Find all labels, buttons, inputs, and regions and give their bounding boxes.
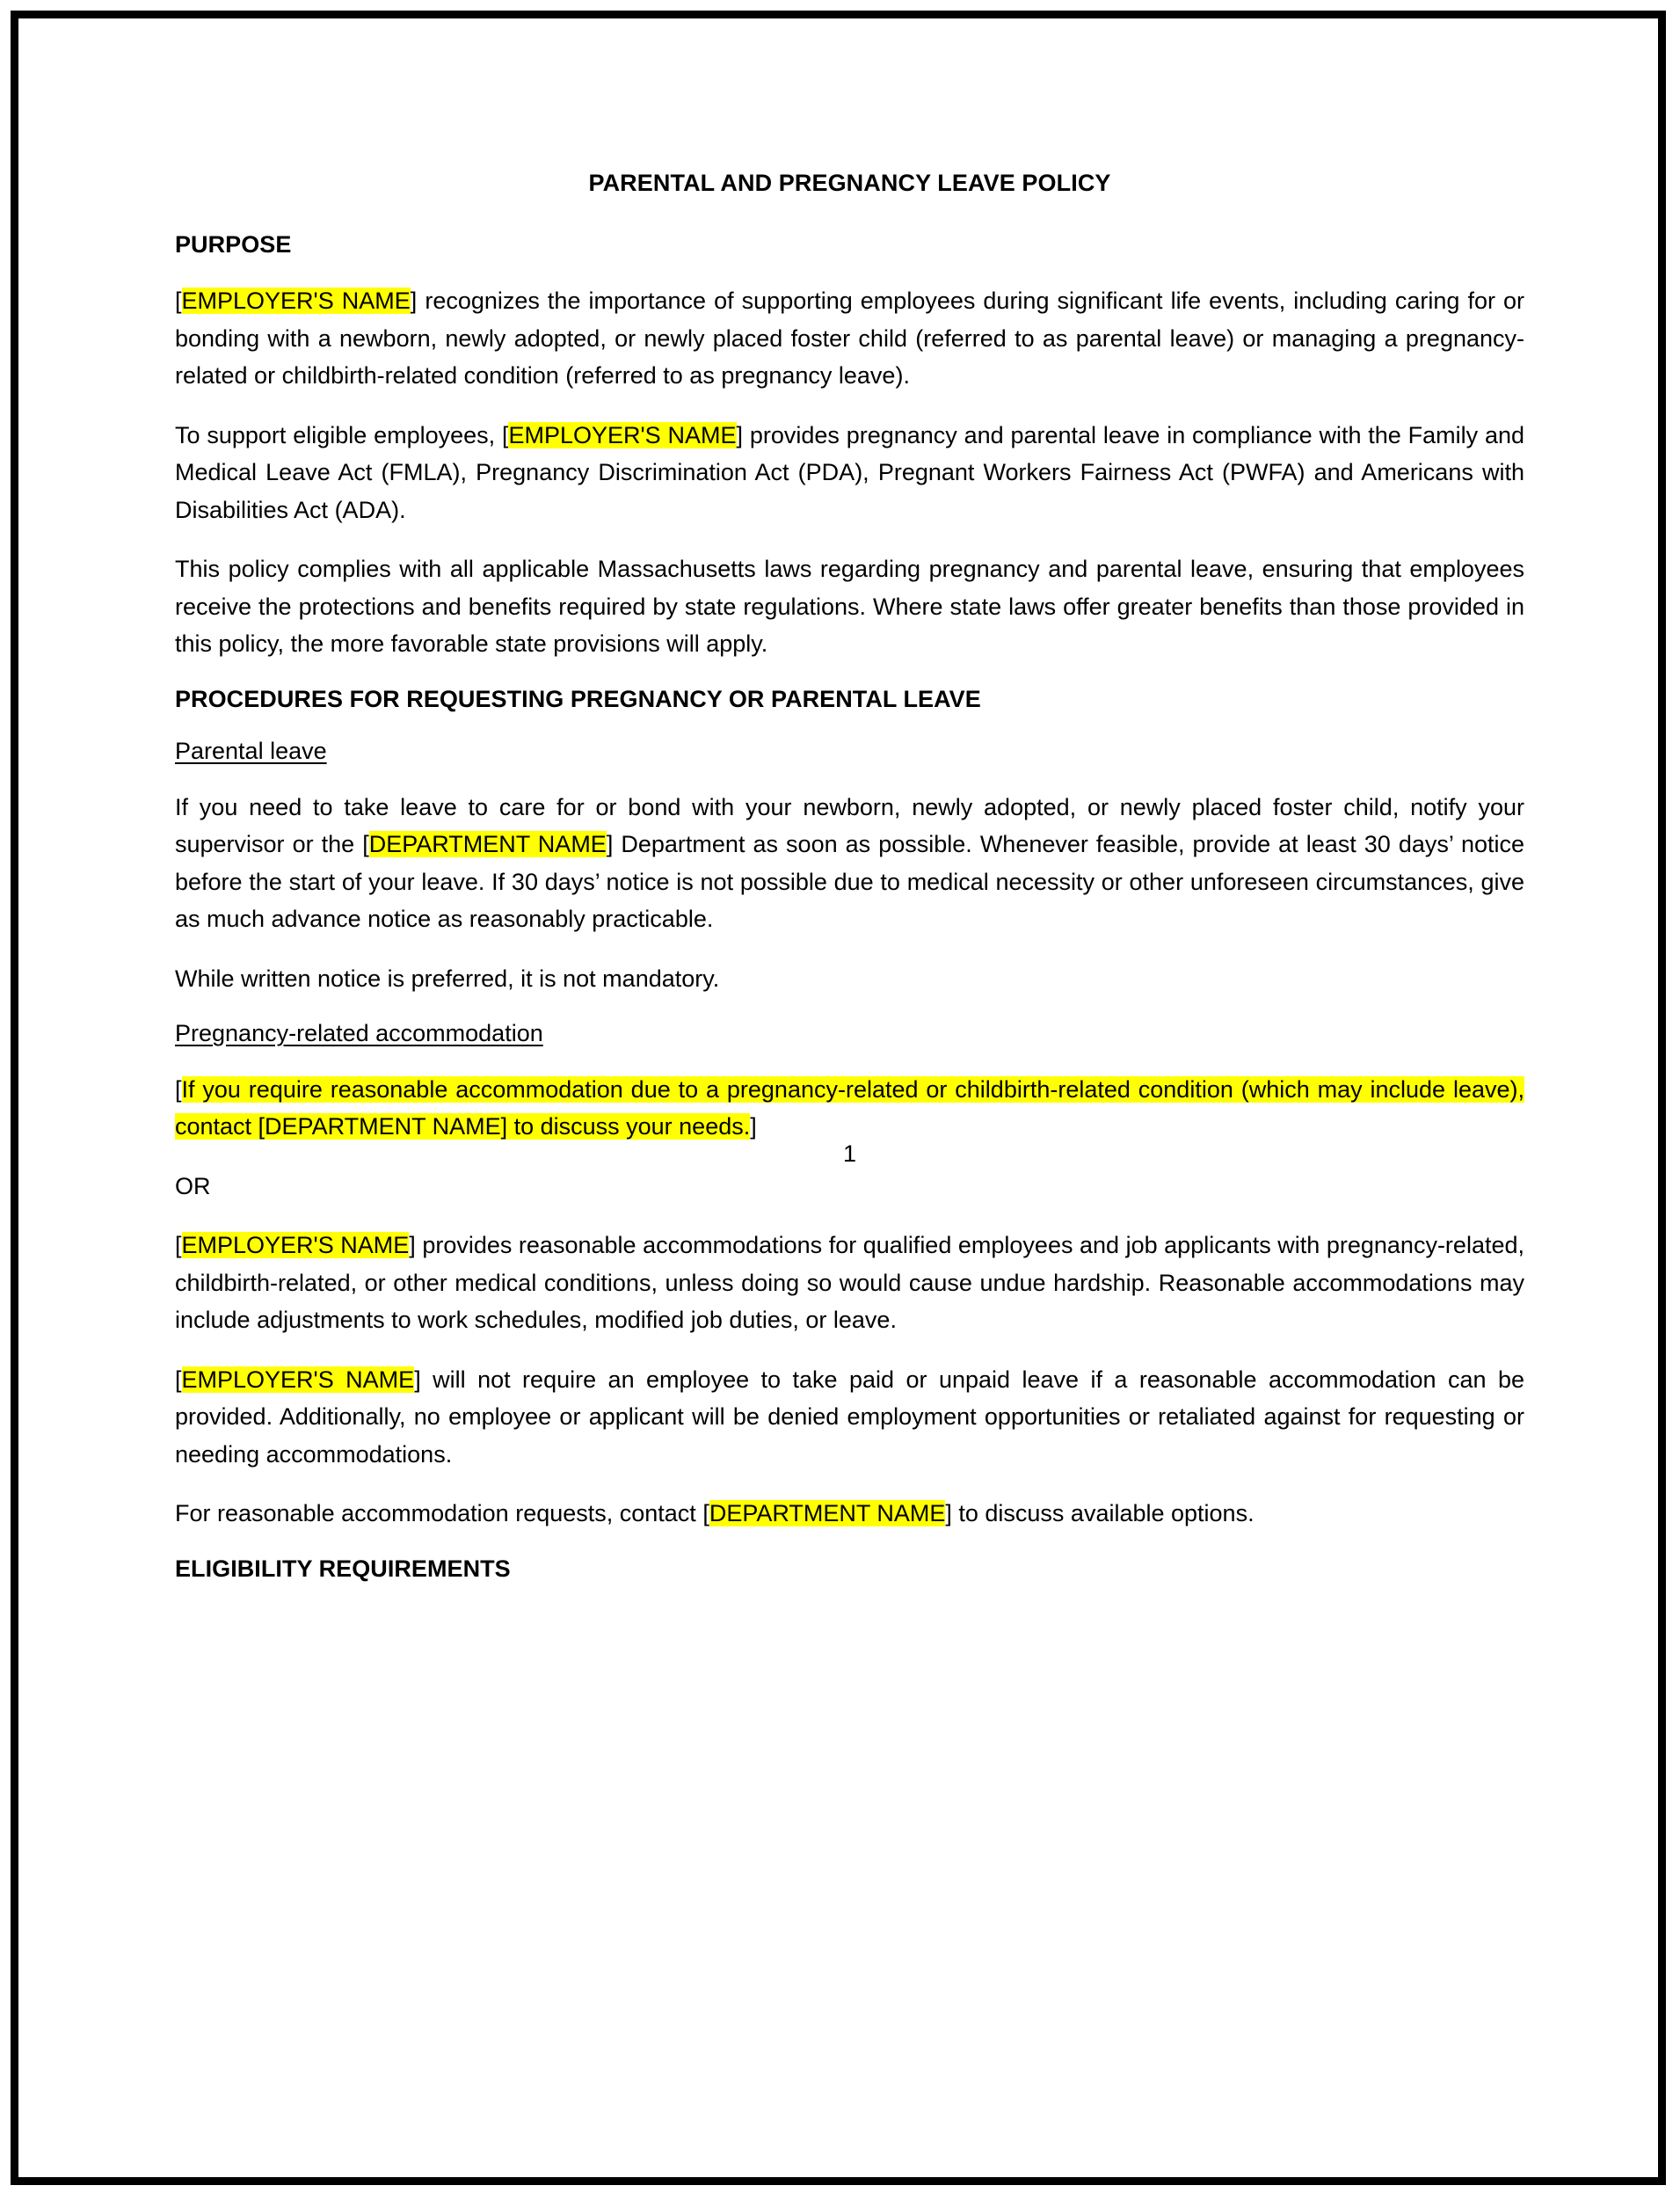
- highlight-accommodation-clause: If you require reasonable accommodation due to a pregnancy-related or childbirth-related condition (which may include leave), contact [DEPARTMENT NAME] to discuss your needs.: [175, 1075, 1524, 1140]
- bracket-close: ]: [750, 1113, 757, 1140]
- paragraph-purpose-2-post: ] provides pregnancy and parental leave in compliance with the Family and Medical Leave Act (FMLA), Pregnancy Discrimination Act (PDA), Pregnant Workers Fairness Act (PWFA) and Americans with Disabilities Act (ADA).: [175, 421, 1524, 523]
- paragraph-purpose-1: [175, 282, 1524, 395]
- paragraph-accommodation-bracketed: [175, 1071, 1524, 1146]
- highlight-employers-name: EMPLOYER'S NAME: [181, 1366, 415, 1393]
- bracket-open: [: [175, 1075, 182, 1103]
- section-heading-purpose: PURPOSE: [175, 231, 292, 259]
- paragraph-parental-leave-pre: If you need to take leave to care for or bond with your newborn, newly adopted, or newly placed foster child, notify your supervisor or the [: [175, 793, 1524, 858]
- page-frame: [11, 11, 1666, 2185]
- document-body: [175, 170, 1524, 1606]
- paragraph-purpose-1-text: ] recognizes the importance of supporting employees during significant life events, including caring for or bonding with a newborn, newly adopted, or newly placed foster child (referred to as parental leave) or managing a pregnancy-related or childbirth-related condition (referred to as pregnancy leave).: [175, 288, 1524, 390]
- paragraph-accommodation-alt-1-text: ] provides reasonable accommodations for qualified employees and job applicants with pregnancy-related, childbirth-related, or other medical conditions, unless doing so would cause undue hardship. Reasonable accommodations may include adjustments to work schedules, modified job duties, or leave.: [175, 1232, 1524, 1334]
- highlight-department-name: DEPARTMENT NAME: [709, 1500, 946, 1527]
- paragraph-parental-leave-notice: [175, 789, 1524, 938]
- paragraph-purpose-2: [175, 417, 1524, 529]
- section-heading-eligibility: ELIGIBILITY REQUIREMENTS: [175, 1555, 511, 1582]
- bracket-open: [: [175, 288, 182, 315]
- subheading-parental-leave-label: Parental leave: [175, 738, 327, 765]
- paragraph-accommodation-alt-2: [175, 1361, 1524, 1474]
- highlight-employers-name: EMPLOYER'S NAME: [181, 288, 411, 315]
- bracket-open: [: [175, 1232, 182, 1259]
- page-title: PARENTAL AND PREGNANCY LEAVE POLICY: [588, 170, 1111, 196]
- highlight-department-name: DEPARTMENT NAME: [368, 831, 607, 858]
- paragraph-purpose-3: This policy complies with all applicable Massachusetts laws regarding pregnancy and parental leave, ensuring that employees receive the protections and benefits required by state regulations. Where state laws offer greater benefits than those provided in this policy, the more favorable state provisions will apply.: [175, 556, 1524, 658]
- subheading-pregnancy-accommodation: [175, 1019, 1524, 1047]
- highlight-employers-name: EMPLOYER'S NAME: [508, 421, 737, 448]
- paragraph-accommodation-contact-post: ] to discuss available options.: [945, 1500, 1255, 1527]
- paragraph-accommodation-contact-pre: For reasonable accommodation requests, contact [: [175, 1500, 709, 1527]
- paragraph-parental-leave-post: ] Department as soon as possible. Whenever feasible, provide at least 30 days’ notice before the start of your leave. If 30 days’ notice is not possible due to medical necessity or other unforeseen circumstances, give as much advance notice as reasonably practicable.: [175, 831, 1524, 933]
- paragraph-accommodation-alt-1: [175, 1227, 1524, 1339]
- section-heading-procedures: PROCEDURES FOR REQUESTING PREGNANCY OR PARENTAL LEAVE: [175, 685, 981, 712]
- page-number: 1: [842, 1140, 857, 1167]
- paragraph-or-divider: OR: [175, 1172, 211, 1199]
- paragraph-accommodation-alt-2-text: ] will not require an employee to take paid or unpaid leave if a reasonable accommodation can be provided. Additionally, no employee or applicant will be denied employment opportunities or retaliated against for requesting or needing accommodations.: [175, 1366, 1524, 1468]
- bracket-open: [: [175, 1366, 182, 1393]
- paragraph-written-notice: While written notice is preferred, it is not mandatory.: [175, 965, 720, 992]
- subheading-pregnancy-accommodation-label: Pregnancy-related accommodation: [175, 1020, 543, 1047]
- highlight-employers-name: EMPLOYER'S NAME: [181, 1232, 410, 1259]
- paragraph-accommodation-contact: [175, 1495, 1524, 1533]
- paragraph-purpose-2-pre: To support eligible employees, [: [175, 421, 509, 448]
- subheading-parental-leave: [175, 737, 1524, 765]
